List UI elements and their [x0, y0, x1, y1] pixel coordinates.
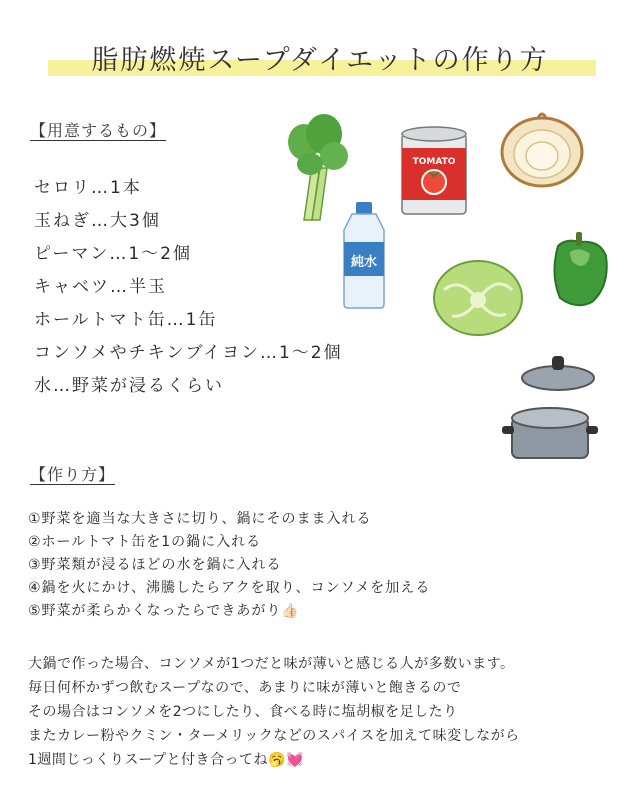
emoji-icon: 🥱💓: [268, 752, 304, 768]
can-label: TOMATO: [412, 157, 456, 167]
tomato-can-illustration: [398, 126, 470, 222]
pot-illustration: [500, 348, 600, 468]
green-pepper-illustration: [546, 226, 614, 310]
ingredient-item: ピーマン…1〜2個: [34, 244, 192, 264]
ingredient-item: 水…野菜が浸るくらい: [34, 376, 224, 396]
ingredient-item: 玉ねぎ…大3個: [34, 211, 161, 231]
note-line: 大鍋で作った場合、コンソメが1つだと味が薄いと感じる人が多数います。: [28, 656, 515, 672]
ingredients-heading: 【用意するもの】: [30, 121, 167, 140]
ingredient-item: ホールトマト缶…1缶: [34, 310, 218, 330]
title-container: [0, 38, 640, 77]
note-line: またカレー粉やクミン・ターメリックなどのスパイスを加えて味変しながら: [28, 728, 520, 744]
method-step: [28, 600, 430, 623]
note-line: 毎日何杯かずつ飲むスープなので、あまりに味が薄いと飽きるので: [28, 680, 462, 696]
page-title: 脂肪燃焼スープダイエットの作り方: [91, 45, 549, 76]
method-step: ①野菜を適当な大きさに切り、鍋にそのまま入れる: [28, 511, 372, 527]
ingredient-item: セロリ…1本: [34, 178, 142, 198]
ingredient-item: キャベツ…半玉: [34, 277, 167, 297]
method-heading: 【作り方】: [30, 465, 116, 484]
thumbs-up-icon: 👍🏻: [281, 603, 300, 619]
onion-illustration: [498, 108, 586, 190]
method-step-text: ⑤野菜が柔らかくなったらできあがり: [28, 603, 282, 619]
method-steps: [28, 508, 430, 623]
method-step: ②ホールトマト缶を1の鍋に入れる: [28, 534, 262, 550]
bottle-label: 純水: [350, 255, 378, 270]
notes-block: [28, 652, 520, 772]
water-bottle-illustration: [338, 200, 390, 310]
note-line: その場合はコンソメを2つにしたり、食べる時に塩胡椒を足したり: [28, 704, 458, 720]
method-step: ④鍋を火にかけ、沸騰したらアクを取り、コンソメを加える: [28, 580, 431, 596]
cabbage-illustration: [430, 256, 526, 338]
note-line: [28, 748, 520, 772]
ingredient-item: コンソメやチキンブイヨン…1〜2個: [34, 343, 343, 363]
method-step: ③野菜類が浸るほどの水を鍋に入れる: [28, 557, 282, 573]
note-text: 1週間じっくりスープと付き合ってね: [28, 752, 269, 768]
